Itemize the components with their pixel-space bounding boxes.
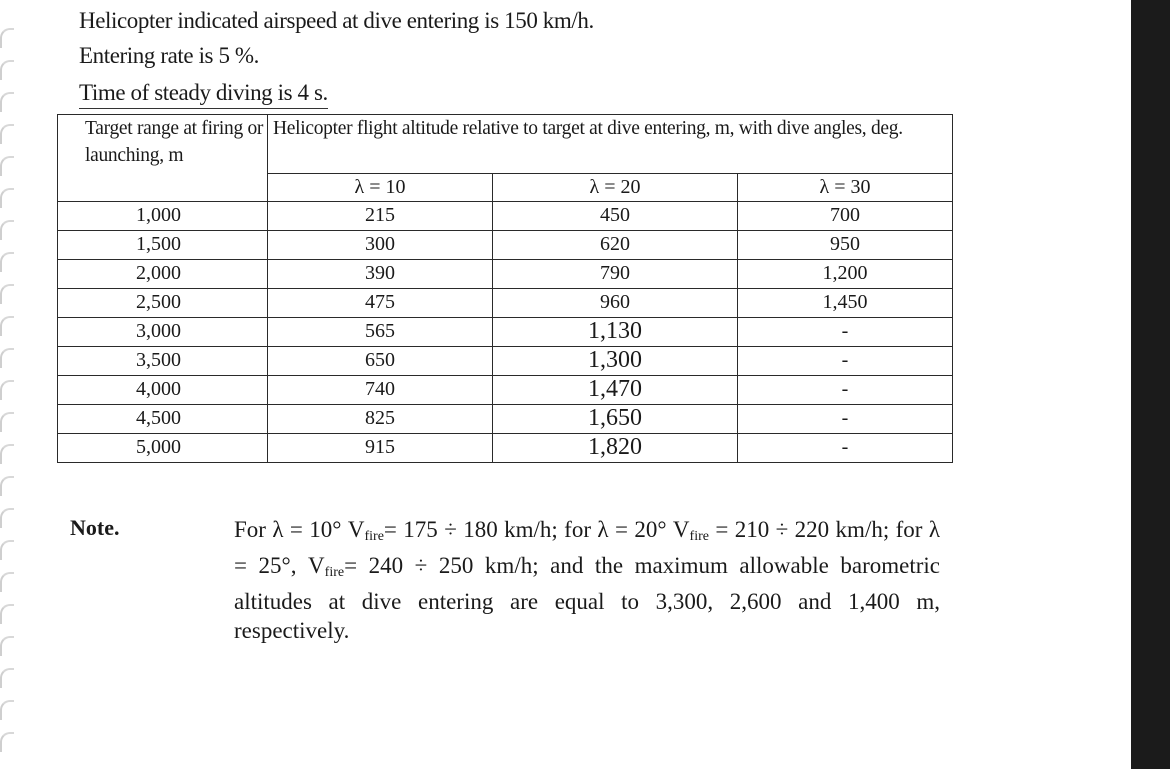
table-cell: 700 (738, 202, 953, 231)
table-cell: - (738, 405, 953, 434)
table-cell: 1,470 (493, 376, 738, 405)
note-text-part: For λ = 10° V (234, 517, 365, 542)
table-cell: 1,450 (738, 289, 953, 318)
intro-entering-rate-line: Entering rate is 5 %. (79, 43, 260, 68)
table-cell: 215 (268, 202, 493, 231)
note-text-part: = 240 ÷ 250 km/h; and the maximum allowable barometric altitudes at dive entering are equal to 3,300, 2,600 and 1,400 m, respectively. (234, 553, 940, 643)
table-cell: - (738, 434, 953, 463)
table-cell: 825 (268, 405, 493, 434)
note-text-part: = 210 ÷ 220 km/h; for λ = 25°, V (234, 517, 940, 578)
table-cell: 4,500 (58, 405, 268, 434)
table-cell: 2,500 (58, 289, 268, 318)
table-row (58, 376, 953, 405)
table-cell: - (738, 376, 953, 405)
page-binding-edge (0, 0, 14, 769)
table-row (58, 202, 953, 231)
table-cell: 450 (493, 202, 738, 231)
table-cell: 1,500 (58, 231, 268, 260)
table-row (58, 289, 953, 318)
table-cell: 1,650 (493, 405, 738, 434)
intro-airspeed-line: Helicopter indicated airspeed at dive entering is 150 km/h. (79, 8, 594, 33)
fire-subscript: fire (364, 529, 384, 544)
table-cell: 1,200 (738, 260, 953, 289)
table-cell: 3,000 (58, 318, 268, 347)
table-cell: 5,000 (58, 434, 268, 463)
altitude-table (57, 114, 953, 463)
table-cell: 790 (493, 260, 738, 289)
table-cell: 1,300 (493, 347, 738, 376)
table-row (58, 231, 953, 260)
table-cell: 950 (738, 231, 953, 260)
header-target-range: Target range at firing or launching, m (58, 115, 268, 202)
table-cell: 740 (268, 376, 493, 405)
table-row (58, 347, 953, 376)
table-cell: 2,000 (58, 260, 268, 289)
angle-header: λ = 10 (268, 174, 493, 202)
table-row (58, 434, 953, 463)
table-row (58, 405, 953, 434)
table-cell: - (738, 318, 953, 347)
header-flight-altitude: Helicopter flight altitude relative to target at dive entering, m, with dive angles, deg. (268, 115, 953, 174)
intro-diving-time-line: Time of steady diving is 4 s. (79, 80, 328, 105)
note-label: Note. (70, 515, 120, 540)
table-cell: - (738, 347, 953, 376)
note-text (234, 515, 940, 645)
table-cell: 390 (268, 260, 493, 289)
table-cell: 1,130 (493, 318, 738, 347)
table-cell: 3,500 (58, 347, 268, 376)
fire-subscript: fire (324, 565, 345, 580)
table-cell: 4,000 (58, 376, 268, 405)
table-row (58, 318, 953, 347)
table-row (58, 260, 953, 289)
table-cell: 960 (493, 289, 738, 318)
angle-header: λ = 30 (738, 174, 953, 202)
table-cell: 1,820 (493, 434, 738, 463)
table-cell: 650 (268, 347, 493, 376)
table-header-row (58, 115, 953, 174)
table-cell: 565 (268, 318, 493, 347)
table-cell: 475 (268, 289, 493, 318)
angle-header: λ = 20 (493, 174, 738, 202)
table-cell: 915 (268, 434, 493, 463)
note-text-part: = 175 ÷ 180 km/h; for λ = 20° V (383, 517, 690, 542)
table-cell: 300 (268, 231, 493, 260)
fire-subscript: fire (689, 529, 709, 544)
table-cell: 620 (493, 231, 738, 260)
scan-dark-edge (1131, 0, 1170, 769)
table-cell: 1,000 (58, 202, 268, 231)
